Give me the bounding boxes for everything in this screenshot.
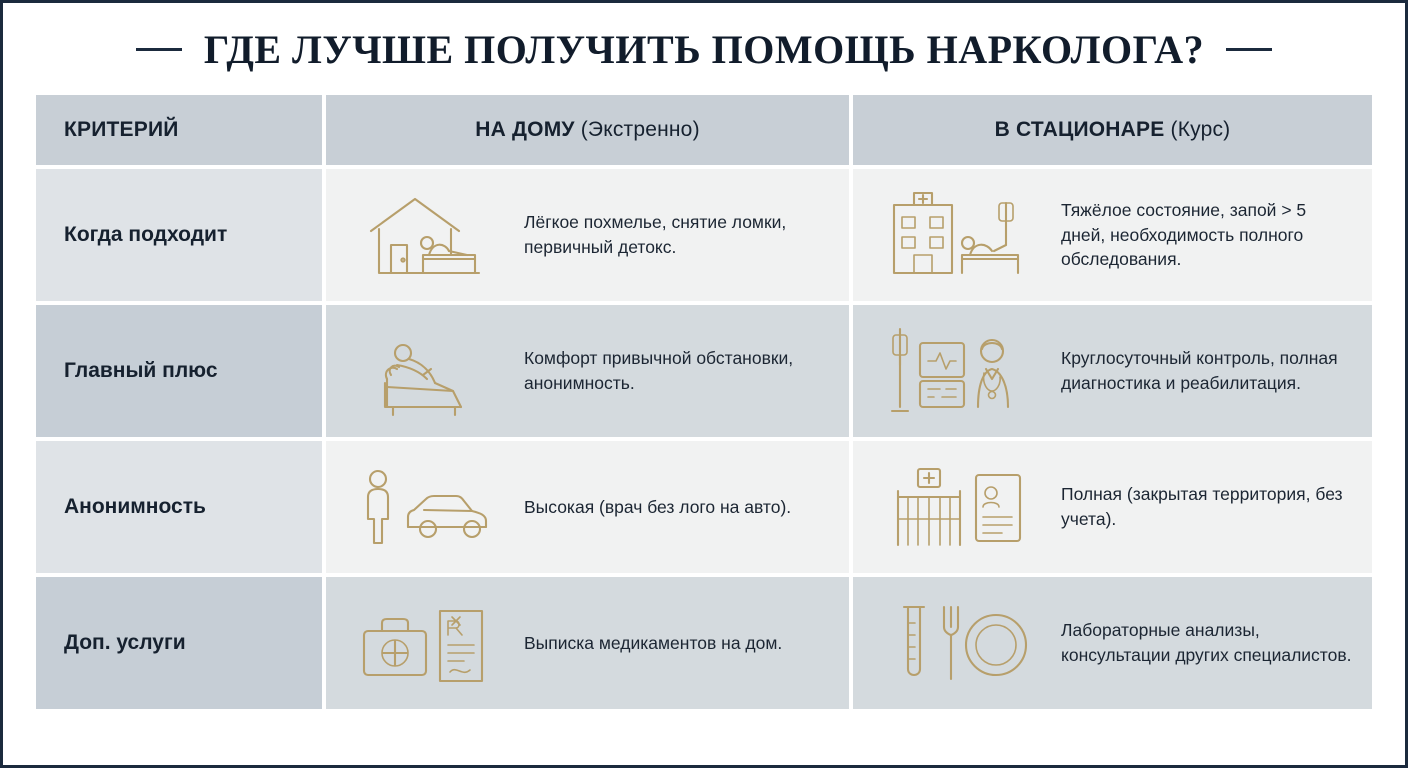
row-hospital-text: Круглосуточный контроль, полная диагностика и реабилитация. (1061, 348, 1338, 393)
row-hospital-cell (853, 577, 1372, 709)
person-car-icon (352, 455, 502, 559)
page-title: ГДЕ ЛУЧШЕ ПОЛУЧИТЬ ПОМОЩЬ НАРКОЛОГА? (203, 26, 1205, 72)
header-criterion: КРИТЕРИЙ (36, 95, 322, 165)
table-row (36, 305, 1372, 437)
row-home-text: Выписка медикаментов на дом. (524, 632, 783, 653)
table-row (36, 169, 1372, 301)
header-home-light: (Экстренно) (580, 118, 700, 141)
page-title-row (3, 3, 1405, 95)
title-rule-right (1226, 48, 1272, 51)
row-criterion-cell (36, 577, 322, 709)
row-criterion-label: Анонимность (64, 495, 206, 518)
row-hospital-text: Полная (закрытая территория, без учета). (1061, 484, 1343, 529)
table-row (36, 577, 1372, 709)
row-home-cell (326, 441, 849, 573)
row-criterion-cell (36, 169, 322, 301)
title-rule-left (136, 48, 182, 51)
row-home-cell (326, 169, 849, 301)
row-home-cell (326, 305, 849, 437)
row-hospital-cell (853, 169, 1372, 301)
header-hospital-light: (Курс) (1170, 118, 1231, 141)
row-home-text: Комфорт привычной обстановки, анонимность. (524, 348, 794, 393)
row-home-text: Высокая (врач без лого на авто). (524, 496, 792, 517)
row-hospital-text: Лабораторные анализы, консультации других специалистов. (1061, 620, 1352, 665)
row-home-cell (326, 577, 849, 709)
row-hospital-cell (853, 441, 1372, 573)
person-armchair-icon (352, 319, 502, 423)
house-patient-bed-icon (352, 183, 502, 287)
monitor-doctor-iv-icon (879, 319, 1039, 423)
clinic-gate-document-icon (879, 455, 1039, 559)
row-hospital-cell (853, 305, 1372, 437)
table-header-row (36, 95, 1372, 165)
header-hospital (853, 95, 1372, 165)
header-hospital-strong: В СТАЦИОНАРЕ (994, 118, 1165, 141)
row-home-text: Лёгкое похмелье, снятие ломки, первичный детокс. (524, 212, 787, 257)
row-criterion-cell (36, 305, 322, 437)
header-home-strong: НА ДОМУ (475, 118, 575, 141)
header-home (326, 95, 849, 165)
comparison-table (36, 95, 1372, 709)
hospital-building-bed-icon (879, 183, 1039, 287)
table-row (36, 441, 1372, 573)
row-criterion-label: Главный плюс (64, 359, 218, 382)
test-tube-plate-cutlery-icon (879, 591, 1039, 695)
first-aid-kit-prescription-icon (352, 591, 502, 695)
sparkle-icon (1343, 707, 1383, 747)
row-hospital-text: Тяжёлое состояние, запой > 5 дней, необходимость полного обследования. (1061, 199, 1307, 270)
row-criterion-label: Доп. услуги (64, 631, 186, 654)
row-criterion-cell (36, 441, 322, 573)
row-criterion-label: Когда подходит (64, 223, 228, 246)
